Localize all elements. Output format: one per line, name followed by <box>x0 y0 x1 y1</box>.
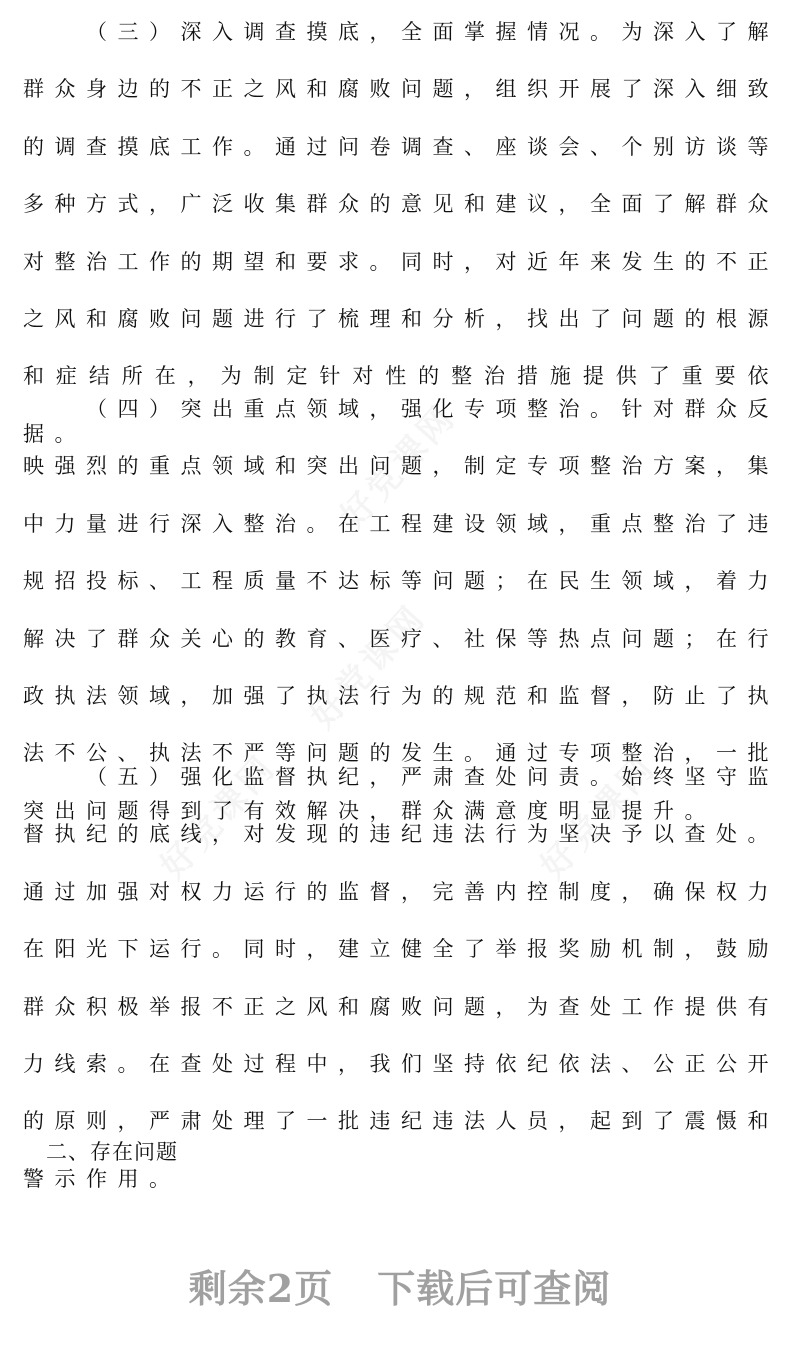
section-heading: 二、存在问题 <box>46 1140 178 1164</box>
download-banner[interactable] <box>0 1258 800 1313</box>
paragraph-text: （五）强化监督执纪，严肃查处问责。始终坚守监督执纪的底线，对发现的违纪违法行为坚决予以查处。通过加强对权力运行的监督，完善内控制度，确保权力在阳光下运行。同时，建立健全了举报奖励机制，鼓励群众积极举报不正之风和腐败问题，为查处工作提供有力线索。在查处过程中，我们坚持依纪依法、公正公开的原则，严肃处理了一批违纪违法人员，起到了震慑和警示作用。 <box>23 765 779 1191</box>
paragraph-text: （三）深入调查摸底，全面掌握情况。为深入了解群众身边的不正之风和腐败问题，组织开展了深入细致的调查摸底工作。通过问卷调查、座谈会、个别访谈等多种方式，广泛收集群众的意见和建议，全面了解群众对整治工作的期望和要求。同时，对近年来发生的不正之风和腐败问题进行了梳理和分析，找出了问题的根源和症结所在，为制定针对性的整治措施提供了重要依据。 <box>23 20 779 446</box>
paragraph-text: （四）突出重点领域，强化专项整治。针对群众反映强烈的重点领域和突出问题，制定专项整治方案，集中力量进行深入整治。在工程建设领域，重点整治了违规招投标、工程质量不达标等问题；在民生领域，着力解决了群众关心的教育、医疗、社保等热点问题；在行政执法领域，加强了执法行为的规范和监督，防止了执法不公、执法不严等问题的发生。通过专项整治，一批突出问题得到了有效解决，群众满意度明显提升。 <box>23 397 779 823</box>
download-to-view-label[interactable]: 下载后可查阅 <box>377 1266 612 1311</box>
remaining-pages-label: 剩余2页 <box>188 1266 334 1311</box>
